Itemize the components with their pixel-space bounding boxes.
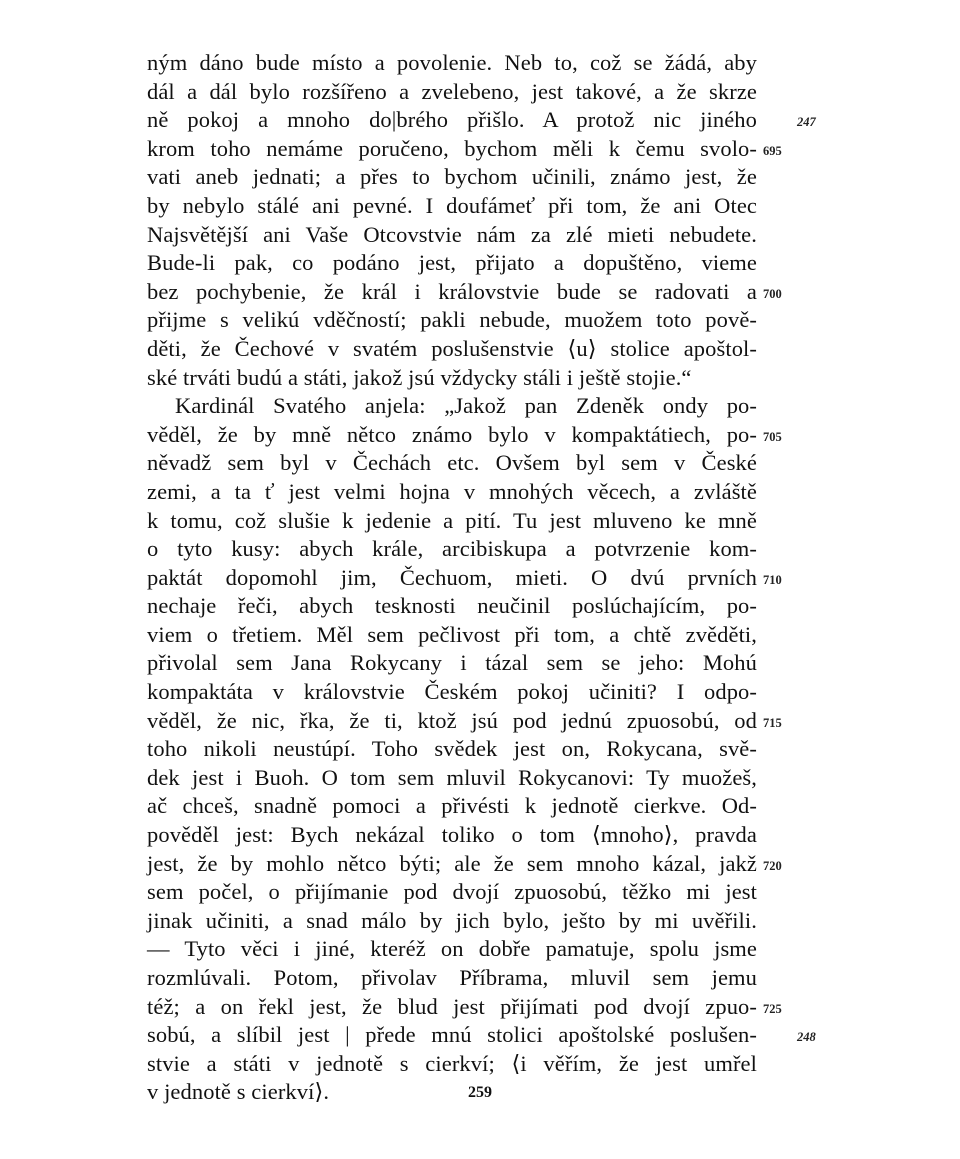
text-line: krom toho nemáme poručeno, bychom měli k čemu svolo- [147,135,757,161]
page-number: 259 [468,1084,492,1101]
text-line: nechaje řeči, abych tesknosti neučinil poslúchajícím, po- [147,593,757,619]
text-line: ným dáno bude místo a povolenie. Neb to, což se žádá, aby [147,50,757,75]
text-line: k tomu, což slušie k jedenie a pití. Tu jest mluveno ke mně [147,507,757,533]
margin-line-number: 705 [763,429,782,444]
text-line: ně pokoj a mnoho do|brého přišlo. A protož nic jiného [147,107,757,133]
text-line: toho nikoli neustúpí. Toho svědek jest on, Rokycana, svě- [147,736,757,762]
margin-page-reference: 248 [797,1030,816,1045]
margin-line-number: 725 [763,1001,782,1016]
text-line: přivolal sem Jana Rokycany i tázal sem se jeho: Mohú [147,650,757,676]
text-line: věděl, že nic, řka, že ti, ktož jsú pod jednú zpuosobú, od [147,707,757,733]
margin-page-reference: 247 [797,115,816,130]
text-line: dál a dál bylo rozšířeno a zvelebeno, jest takové, a že skrze [147,78,757,104]
text-line: Bude-li pak, co podáno jest, přijato a dopuštěno, vieme [147,250,757,276]
text-line: sobú, a slíbil jest | přede mnú stolici apoštolské poslušen- [147,1022,757,1048]
margin-line-number: 700 [763,286,782,301]
margin-line-number: 715 [763,715,782,730]
text-line: — Tyto věci i jiné, kteréž on dobře pamatuje, spolu jsme [147,936,757,962]
text-line: Kardinál Svatého anjela: „Jakož pan Zdeněk ondy po- [175,393,757,419]
text-line: paktát dopomohl jim, Čechuom, mieti. O dvú prvních [147,564,757,590]
text-line: děti, že Čechové v svatém poslušenstvie ⟨u⟩ stolice apoštol- [147,335,757,361]
text-line: zemi, a ta ť jest velmi hojna v mnohých věcech, a zvláště [147,478,757,504]
margin-line-number: 720 [763,858,782,873]
text-line: o tyto kusy: abych krále, arcibiskupa a potvrzenie kom- [147,536,757,562]
text-line: by nebylo stálé ani pevné. I doufámeť při tom, že ani Otec [147,192,757,218]
text-line: jinak učiniti, a snad málo by jich bylo, ješto by mi uvěřili. [147,907,757,933]
text-line: věděl, že by mně nětco známo bylo v kompaktátiech, po- [147,421,757,447]
text-line: bez pochybenie, že král i královstvie bude se radovati a [147,278,757,304]
text-line: viem o třetiem. Měl sem pečlivost při tom, a chtě zvěděti, [147,621,757,647]
margin-line-number: 695 [763,143,782,158]
text-line: rozmlúvali. Potom, přivolav Příbrama, mluvil sem jemu [147,965,757,990]
text-line: něvadž sem byl v Čechách etc. Ovšem byl sem v České [147,450,757,476]
text-line: sem počel, o přijímanie pod dvojí zpuosobú, těžko mi jest [147,879,757,905]
margin-line-number: 710 [763,572,782,587]
text-line: Najsvětější ani Vaše Otcovstvie nám za zlé mieti nebudete. [147,221,757,247]
text-line: v jednotě s cierkví⟩. [147,1079,330,1105]
text-line: vati aneb jednati; a přes to bychom učinili, známo jest, že [147,164,757,190]
text-line: jest, že by mohlo nětco býti; ale že sem mnoho kázal, jakž [147,850,757,876]
text-line: též; a on řekl jest, že blud jest přijímati pod dvojí zpuo- [147,993,757,1019]
text-line: pověděl jest: Bych nekázal toliko o tom ⟨mnoho⟩, pravda [147,822,757,848]
main-text [147,49,757,1107]
text-line: kompaktáta v královstvie Českém pokoj učiniti? I odpo- [147,679,757,705]
text-line: ač chceš, snadně pomoci a přivésti k jednotě cierkve. Od- [147,793,757,819]
text-line: přijme s velikú vděčností; pakli nebude, muožem toto pově- [147,307,757,333]
text-line: ské trváti budú a státi, jakož jsú vždycky stáli i ještě stojie.“ [147,364,692,390]
text-line: stvie a státi v jednotě s cierkví; ⟨i věřím, že jest umřel [147,1050,757,1076]
text-line: dek jest i Buoh. O tom sem mluvil Rokycanovi: Ty muožeš, [147,764,757,790]
